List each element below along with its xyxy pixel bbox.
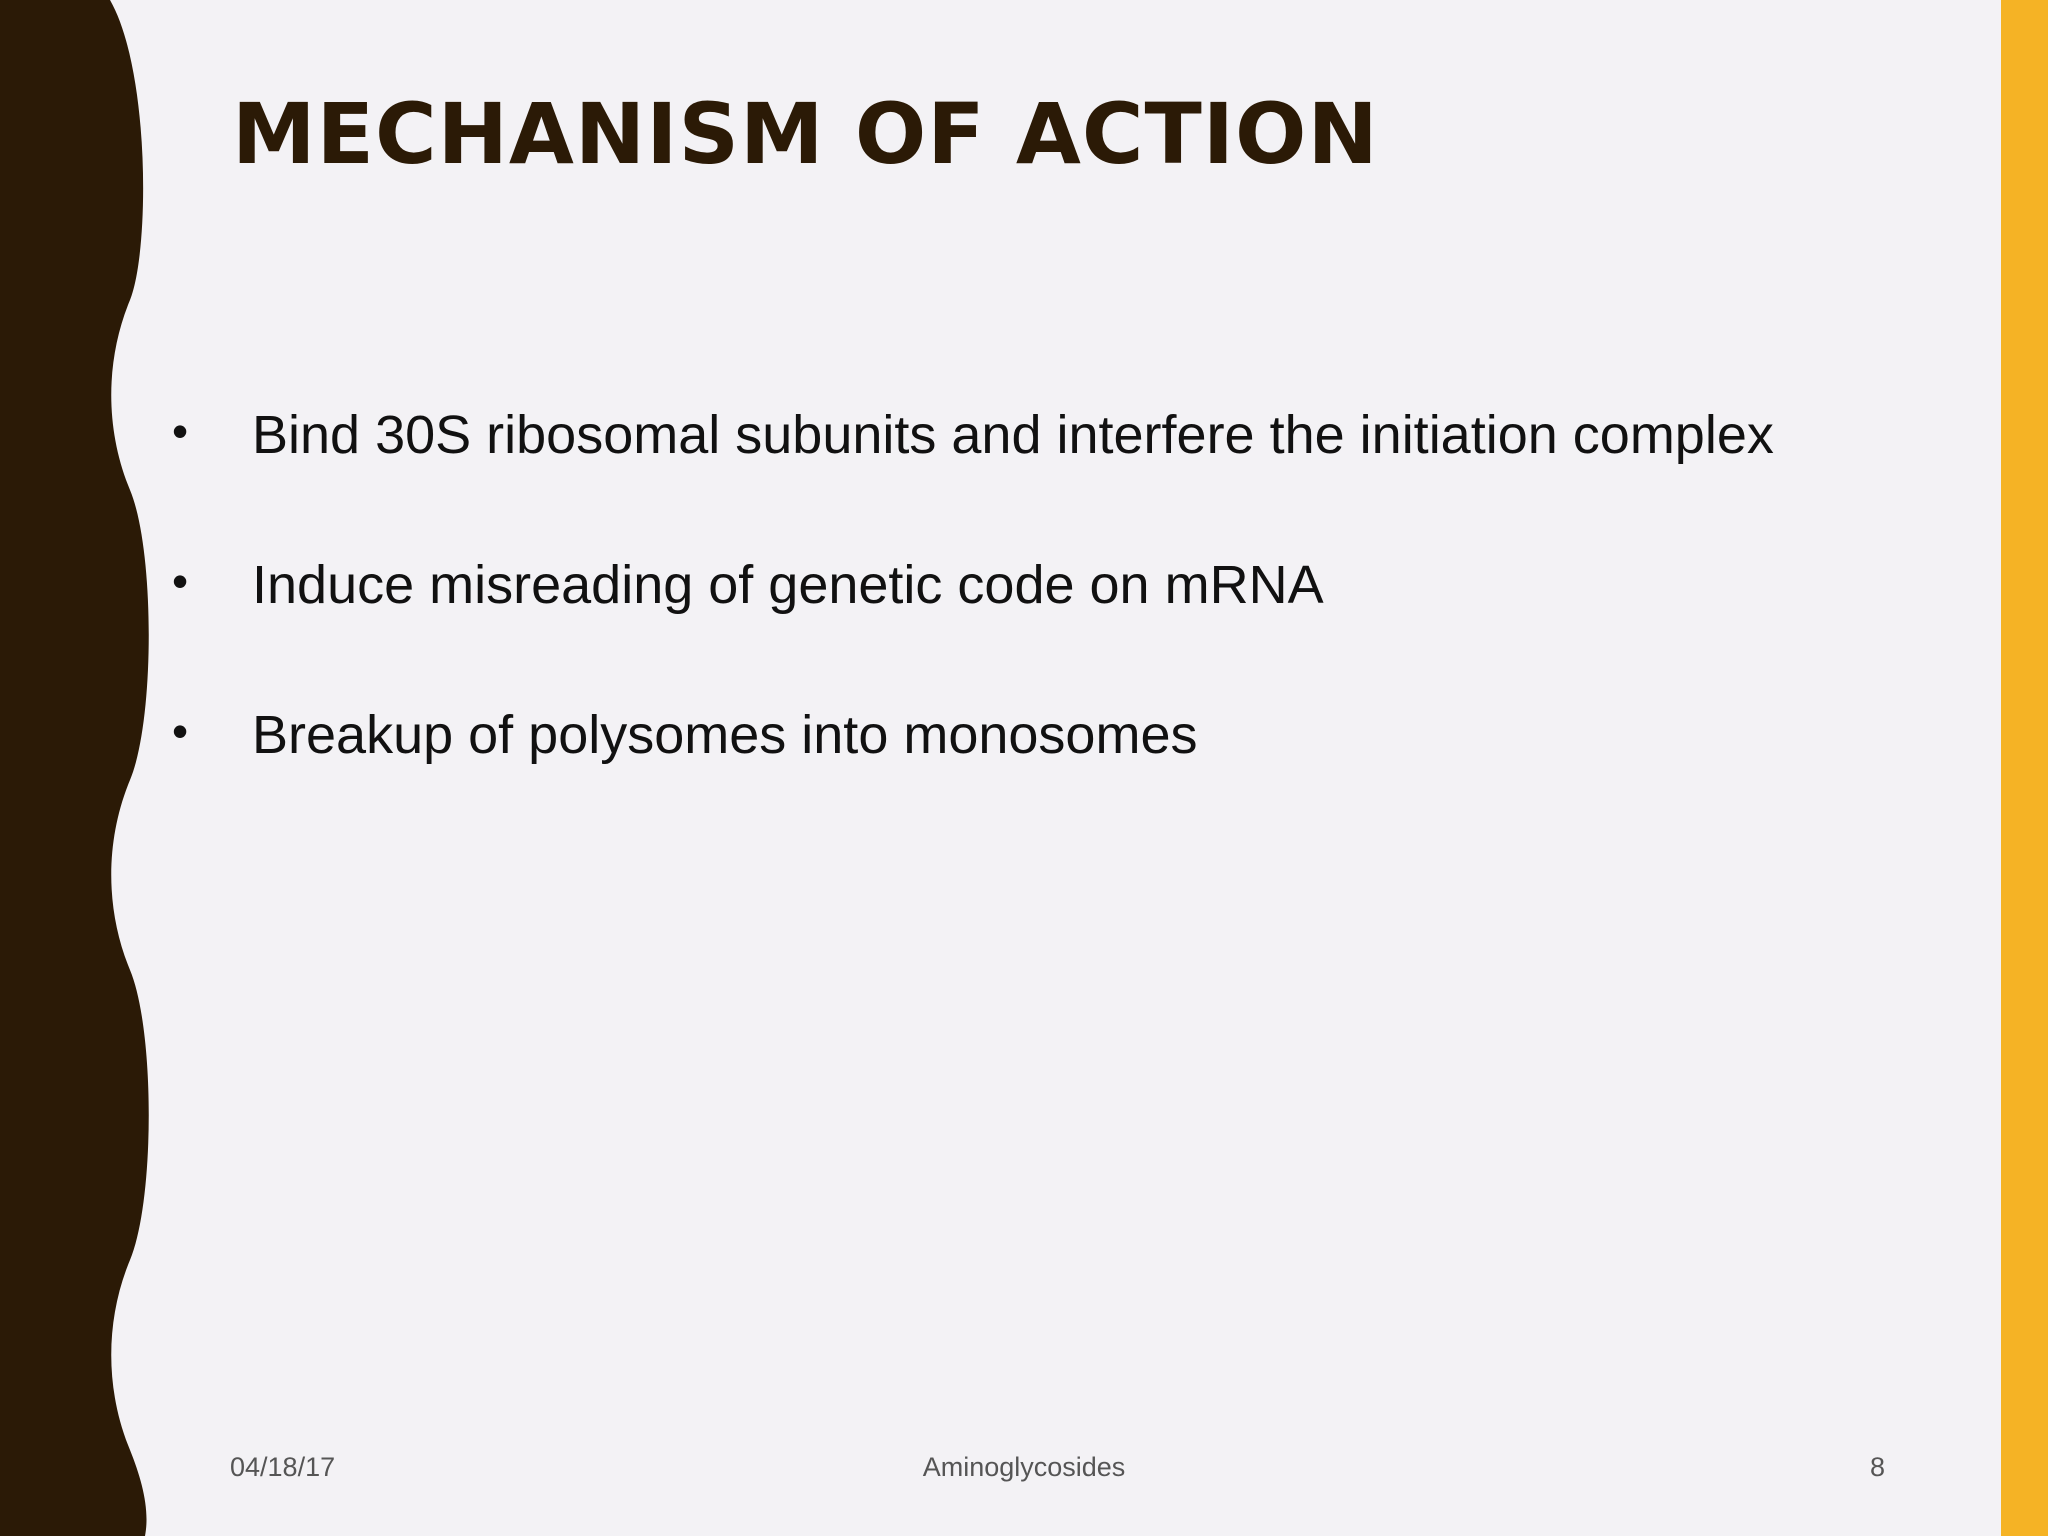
bullet-text: Induce misreading of genetic code on mRNA [252,555,1324,615]
slide-title: MECHANISM OF ACTION [232,85,1379,183]
accent-bar [2001,0,2048,1536]
footer-page-number: 8 [1870,1452,1886,1482]
bullet-text: Breakup of polysomes into monosomes [252,705,1198,765]
wave-shape [0,0,149,1536]
bullet-dot-icon: • [172,405,189,457]
footer-title: Aminoglycosides [922,1452,1126,1482]
bullet-dot-icon: • [172,705,189,757]
bullet-dot-icon: • [172,555,189,607]
wave-border-decoration [0,0,170,1536]
footer-date: 04/18/17 [230,1452,336,1482]
bullet-text: Bind 30S ribosomal subunits and interfere the initiation complex [252,405,1774,465]
